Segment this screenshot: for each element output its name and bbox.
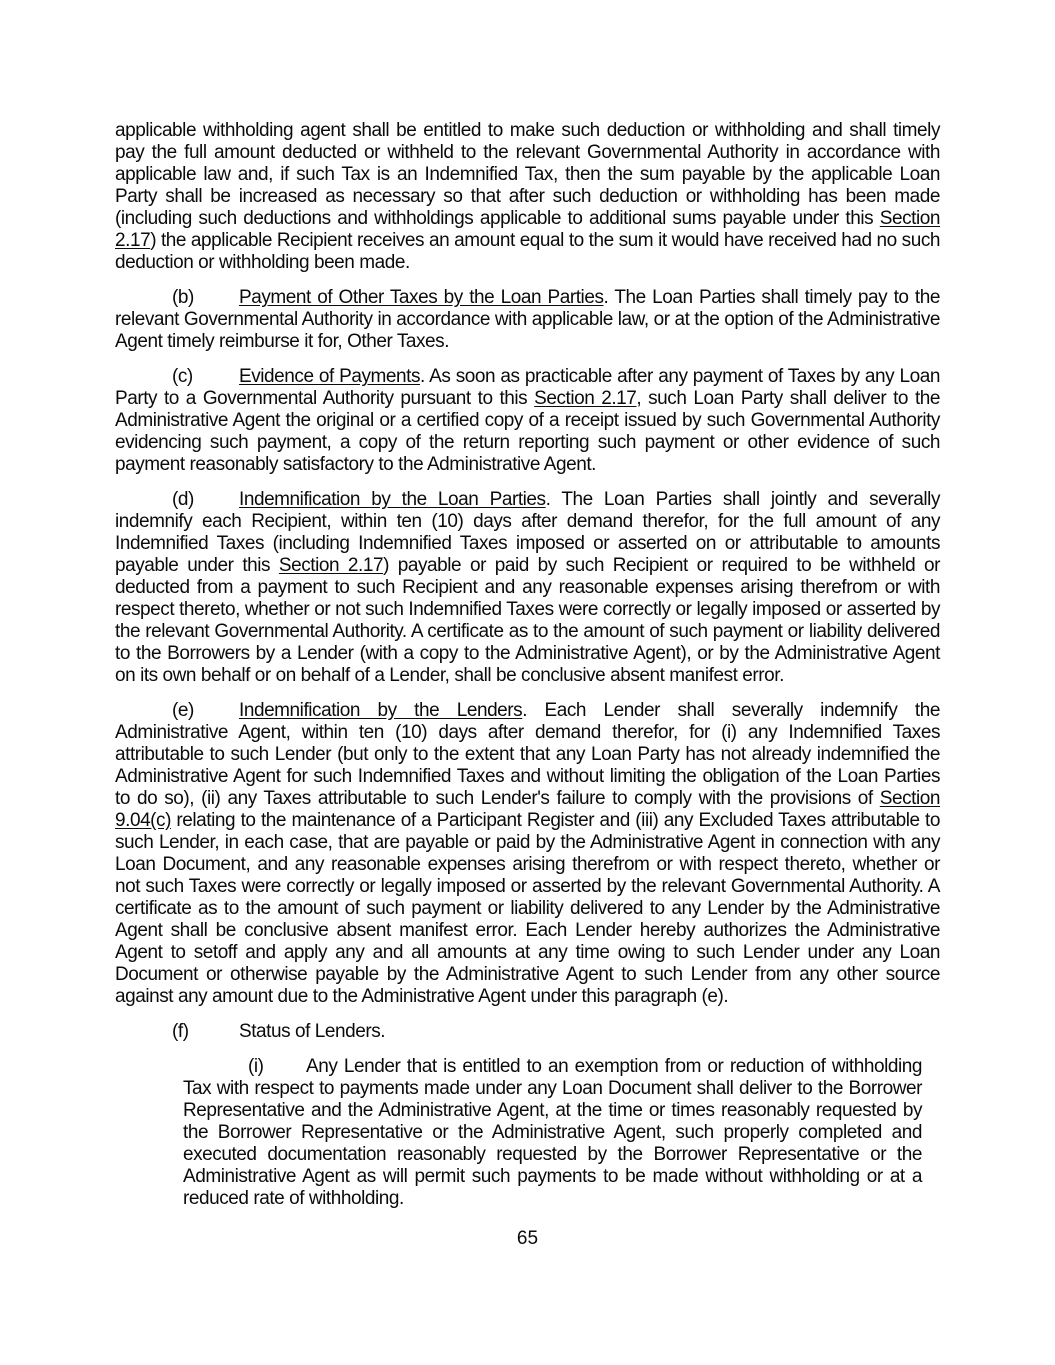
document-body bbox=[115, 120, 940, 1210]
page-number: 65 bbox=[516, 1228, 539, 1249]
clause-heading: Indemnification by the Lenders bbox=[239, 700, 523, 721]
section-ref: Section 9.04(c) bbox=[115, 788, 940, 831]
paragraph bbox=[115, 1021, 940, 1043]
text-run: . The Loan Parties shall jointly and severally indemnify each Recipient, within ten (10) days after demand therefor, for the full amount of any Indemnified Taxes (including Indemnified Taxes imposed or asserted on or attributable to amounts payable under this bbox=[115, 489, 940, 576]
section-ref: Section 2.17 bbox=[115, 208, 940, 251]
paragraph bbox=[115, 700, 940, 1008]
paragraph bbox=[115, 366, 940, 476]
text-run: . As soon as practicable after any payment of Taxes by any Loan Party to a Governmental Authority pursuant to this bbox=[115, 366, 940, 409]
clause-heading: Indemnification by the Loan Parties bbox=[239, 489, 546, 510]
paragraph-label: (c) bbox=[172, 366, 193, 387]
text-run: Status of Lenders. bbox=[239, 1021, 386, 1042]
text-run: ) the applicable Recipient receives an amount equal to the sum it would have received had no such deduction or withholding been made. bbox=[115, 230, 940, 273]
paragraph-label: (f) bbox=[172, 1021, 189, 1042]
text-run: Any Lender that is entitled to an exemption from or reduction of withholding Tax with respect to payments made under any Loan Document shall deliver to the Borrower Representative and the Administrative Agent, at the time or times reasonably requested by the Borrower Representative or the Administrative Agent, such properly completed and executed documentation reasonably requested by the Borrower Representative or the Administrative Agent as will permit such payments to be made without withholding or at a reduced rate of withholding. bbox=[183, 1056, 922, 1209]
text-run: , such Loan Party shall deliver to the Administrative Agent the original or a certified copy of a receipt issued by such Governmental Authority evidencing such payment, a copy of the return reporting such payment or other evidence of such payment reasonably satisfactory to the Administrative Agent. bbox=[115, 388, 941, 475]
clause-heading: Evidence of Payments bbox=[239, 366, 421, 387]
paragraph-label: (b) bbox=[172, 287, 194, 308]
paragraph-label: (d) bbox=[172, 489, 194, 510]
text-run: applicable withholding agent shall be entitled to make such deduction or withholding and shall timely pay the full amount deducted or withheld to the relevant Governmental Authority in accordance with applicable law and, if such Tax is an Indemnified Tax, then the sum payable by the applicable Loan Party shall be increased as necessary so that after such deduction or withholding has been made (including such deductions and withholdings applicable to additional sums payable under this bbox=[115, 120, 940, 229]
text-run: . The Loan Parties shall timely pay to the relevant Governmental Authority in accordance with applicable law, or at the option of the Administrative Agent timely reimburse it for, Other Taxes. bbox=[115, 287, 940, 352]
paragraph bbox=[115, 287, 940, 353]
paragraph-label: (i) bbox=[248, 1056, 264, 1077]
text-run: relating to the maintenance of a Participant Register and (iii) any Excluded Taxes attributable to such Lender, in each case, that are payable or paid by the Administrative Agent in connection with any Loan Document, and any reasonable expenses arising therefrom or with respect thereto, whether or not such Taxes were correctly or legally imposed or asserted by the relevant Governmental Authority. A certificate as to the amount of such payment or liability delivered to any Lender by the Administrative Agent shall be conclusive absent manifest error. Each Lender hereby authorizes the Administrative Agent to setoff and apply any and all amounts at any time owing to such Lender under any Loan Document or otherwise payable by the Administrative Agent to such Lender from any other source against any amount due to the Administrative Agent under this paragraph (e). bbox=[115, 810, 940, 1007]
section-ref: Section 2.17 bbox=[278, 555, 384, 576]
paragraph bbox=[115, 120, 940, 274]
paragraph-label: (e) bbox=[172, 700, 194, 721]
section-ref: Section 2.17 bbox=[534, 388, 637, 409]
clause-heading: Payment of Other Taxes by the Loan Parties bbox=[239, 287, 604, 308]
text-run: . Each Lender shall severally indemnify the Administrative Agent, within ten (10) days after demand therefor, for (i) any Indemnified Taxes attributable to such Lender (but only to the extent that any Loan Party has not already indemnified the Administrative Agent for such Indemnified Taxes and without limiting the obligation of the Loan Parties to do so), (ii) any Taxes attributable to such Lender's failure to comply with the provisions of bbox=[115, 700, 940, 809]
paragraph bbox=[115, 489, 940, 687]
text-run: ) payable or paid by such Recipient or required to be withheld or deducted from a payment to such Recipient and any reasonable expenses arising therefrom or with respect thereto, whether or not such Indemnified Taxes were correctly or legally imposed or asserted by the relevant Governmental Authority. A certificate as to the amount of such payment or liability delivered to the Borrowers by a Lender (with a copy to the Administrative Agent), or by the Administrative Agent on its own behalf or on behalf of a Lender, shall be conclusive absent manifest error. bbox=[115, 555, 940, 686]
paragraph bbox=[183, 1056, 922, 1210]
